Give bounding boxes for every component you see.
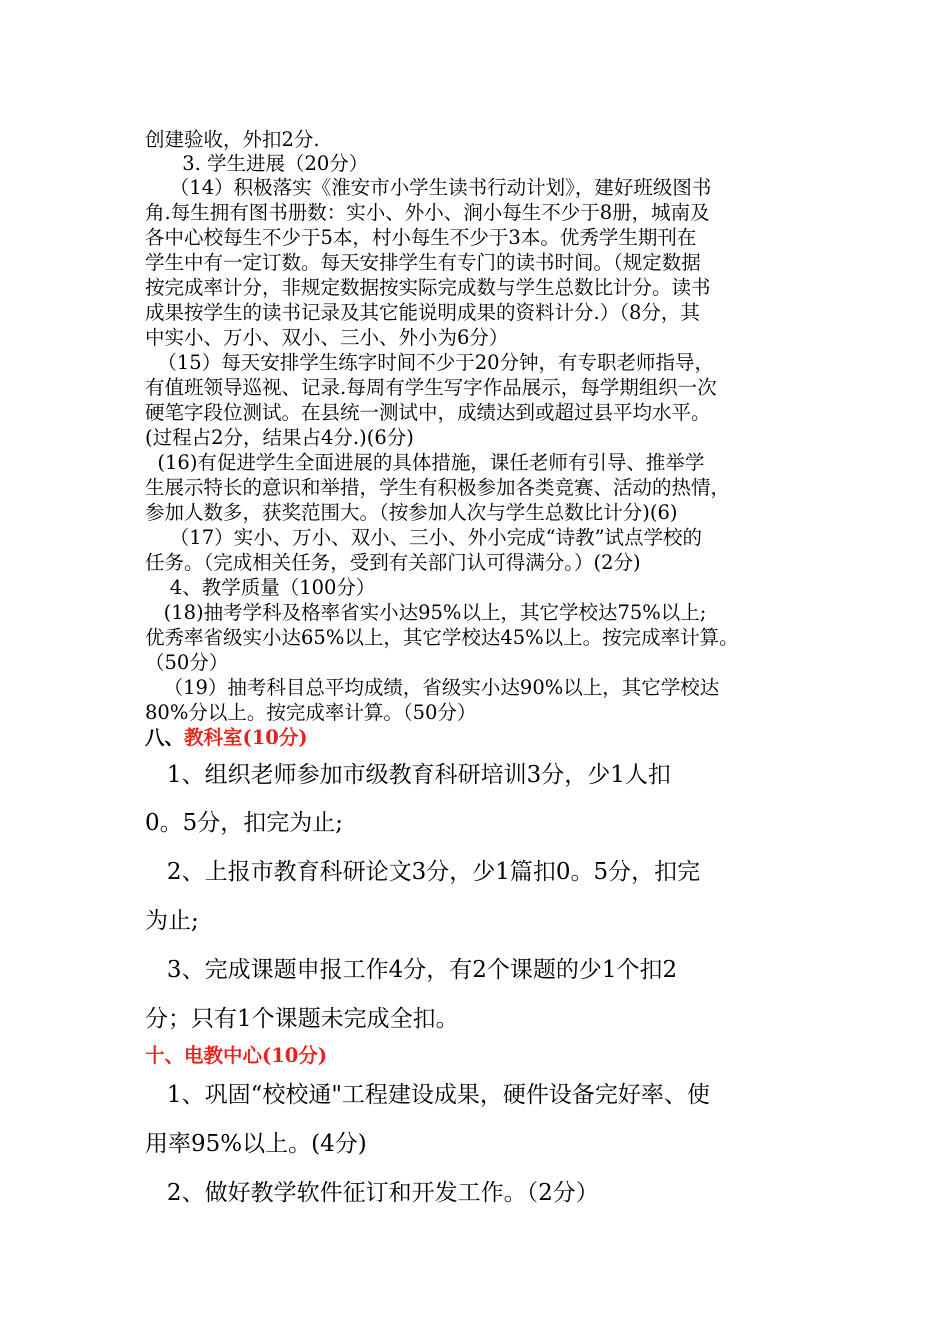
text-line: 按完成率计分，非规定数据按实际完成数与学生总数比计分。读书 [145, 276, 711, 299]
text-line: 硬笔字段位测试。在县统一测试中，成绩达到或超过县平均水平。 [145, 401, 711, 424]
text-line: 4、教学质量（100分） [145, 576, 376, 599]
text-line: （50分） [145, 651, 229, 674]
text-line: 用率95%以上。(4分) [145, 1131, 367, 1157]
text-line: 创建验收，外扣2分. [145, 128, 320, 151]
text-line: (18)抽考学科及格率省实小达95%以上，其它学校达75%以上; [145, 601, 707, 624]
text-line: 中实小、万小、双小、三小、外小为6分） [145, 326, 509, 349]
section-heading-10: 十、电教中心(10分) [145, 1044, 328, 1067]
text-line: 成果按学生的读书记录及其它能说明成果的资料计分.）（8分，其 [145, 301, 700, 324]
text-line: 2、做好教学软件征订和开发工作。（2分） [145, 1180, 599, 1206]
text-line: 角.每生拥有图书册数：实小、外小、涧小每生不少于8册，城南及 [145, 201, 710, 224]
text-line: 3. 学生进展（20分） [145, 152, 369, 175]
text-line: （15）每天安排学生练字时间不少于20分钟，有专职老师指导， [145, 351, 715, 374]
text-line: (过程占2分，结果占4分.)(6分) [145, 426, 414, 449]
text-line: 1、组织老师参加市级教育科研培训3分，少1人扣 [145, 762, 671, 788]
text-line: 生展示特长的意识和举措，学生有积极参加各类竞赛、活动的热情， [145, 476, 731, 499]
text-line: （14）积极落实《淮安市小学生读书行动计划》，建好班级图书 [145, 176, 712, 199]
text-line: 参加人数多，获奖范围大。（按参加人次与学生总数比计分)(6) [145, 501, 678, 524]
text-line: 各中心校每生不少于5本，村小每生不少于3本。优秀学生期刊在 [145, 226, 697, 249]
text-line: （17）实小、万小、双小、三小、外小完成“诗教”试点学校的 [145, 526, 703, 549]
text-line: 有值班领导巡视、记录.每周有学生写字作品展示，每学期组织一次 [145, 376, 717, 399]
text-line: 0。5分，扣完为止; [145, 810, 344, 836]
section-heading-8 [145, 726, 308, 750]
text-line: 为止; [145, 908, 199, 934]
text-line: 1、巩固“校校通"工程建设成果，硬件设备完好率、使 [145, 1082, 710, 1108]
heading-title: 教科室(10分) [184, 726, 308, 749]
text-line: 分；只有1个课题未完成全扣。 [145, 1006, 459, 1032]
text-line: 优秀率省级实小达65%以上，其它学校达45%以上。按完成率计算。 [145, 626, 739, 649]
text-line: （19）抽考科目总平均成绩，省级实小达90%以上，其它学校达 [145, 676, 720, 699]
text-line: 2、上报市教育科研论文3分，少1篇扣0。5分，扣完 [145, 859, 701, 885]
text-line: 80%分以上。按完成率计算。（50分） [145, 701, 477, 724]
text-line: 学生中有一定订数。每天安排学生有专门的读书时间。（规定数据 [145, 251, 701, 274]
text-line: 任务。（完成相关任务，受到有关部门认可得满分。）(2分) [145, 551, 641, 574]
text-line: (16)有促进学生全面进展的具体措施，课任老师有引导、推举学 [145, 451, 705, 474]
heading-prefix: 八、 [145, 726, 185, 749]
text-line: 3、完成课题申报工作4分，有2个课题的少1个扣2 [145, 957, 678, 983]
